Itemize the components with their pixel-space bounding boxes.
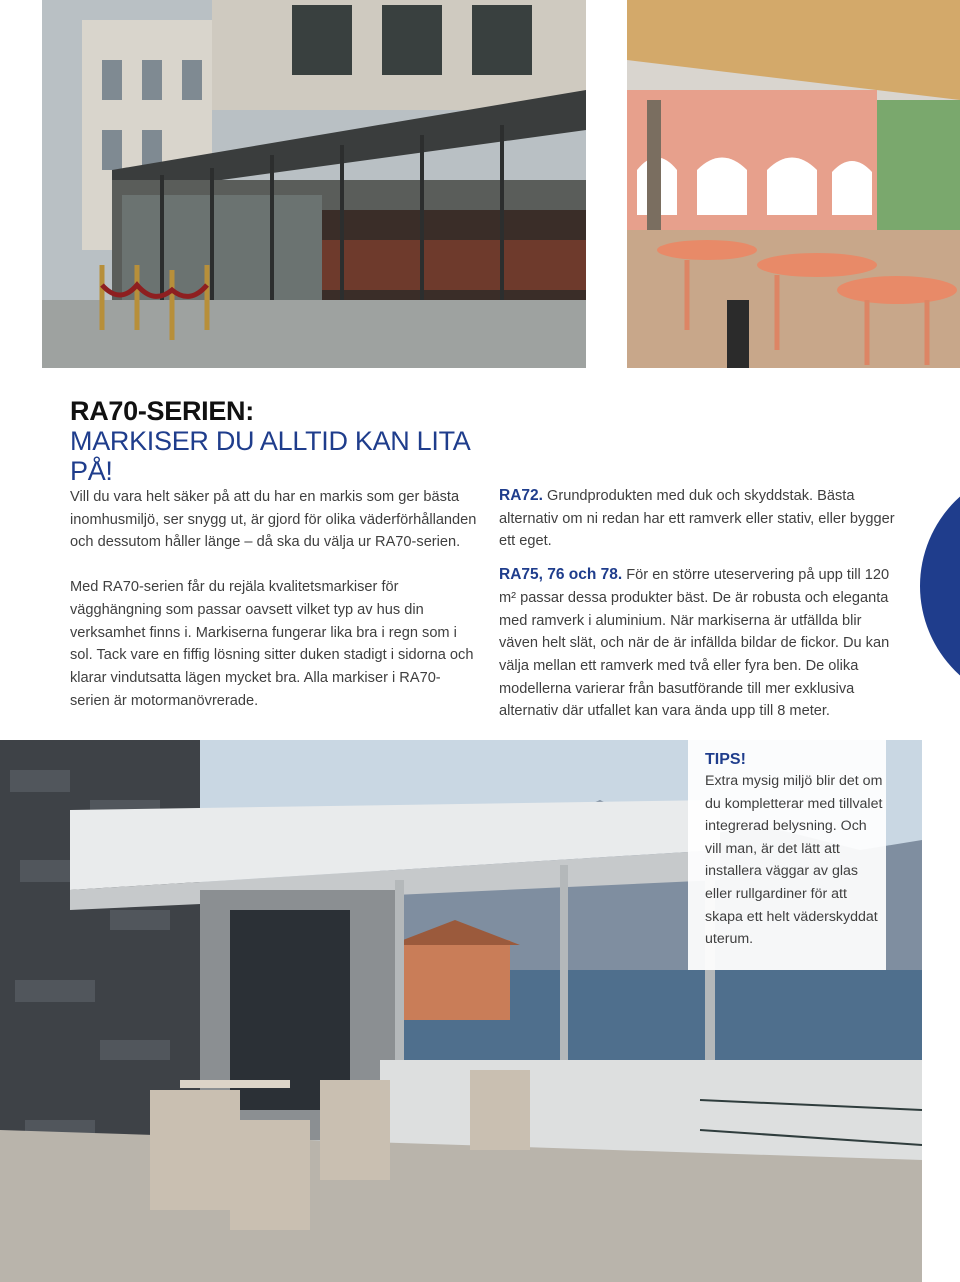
product-ra72-lead: RA72. [499, 487, 543, 504]
heading-series: RA70-SERIEN: [70, 396, 254, 426]
intro-paragraph: Vill du vara helt säker på att du har en markis som ger bästa inomhusmiljö, ser snygg ut, är gjord för olika väderförhållanden och dessutom håller länge – då ska du välja ur RA70-serien. [70, 489, 477, 551]
right-text-column [499, 485, 899, 734]
tips-box [688, 740, 886, 970]
section-heading [70, 396, 510, 486]
left-text-column [70, 486, 480, 734]
product-ra75-78-text: För en större uteservering på upp till 120 m² passar dessa produkter bäst. De är robusta och eleganta med ramverk i aluminium. När markiserna är utfällda blir väven helt slät, och när de är infällda bildar de fickor. Du kan välja mellan ett ramverk med två eller fyra ben. De olika modellerna varierar från basutförande till mer exklusiva alternativ där utfallet kan vara ända upp till 8 meter. [499, 567, 890, 720]
tips-body: Extra mysig miljö blir det om du kompletterar med tillvalet integrerad belysning. Och vill man, är det lätt att installera väggar av glas eller rullgardiner för att skapa ett helt väderskyddat uterum. [705, 773, 883, 948]
blue-side-tab [920, 466, 960, 706]
heading-tagline: MARKISER DU ALLTID KAN LITA PÅ! [70, 426, 470, 486]
product-ra75-78-lead: RA75, 76 och 78. [499, 566, 623, 584]
product-ra75-78 [499, 564, 899, 723]
details-paragraph: Med RA70-serien får du rejäla kvalitetsmarkiser för vägghängning som passar oavsett vilket typ av hus din verksamhet finns i. Markiserna fungerar lika bra i regn som i sol. Tack vare en fiffig lösning sitter duken stadigt i sidorna och klarar vindutsatta lägen mycket bra. Alla markiser i RA70-serien är motormanövrerade. [70, 579, 474, 709]
tips-title: TIPS! [705, 751, 746, 768]
product-ra72-text: Grundprodukten med duk och skyddstak. Bästa alternativ om ni redan har ett ramverk eller stativ, eller bygger ett eget. [499, 488, 895, 550]
product-ra72 [499, 485, 899, 553]
photo-glass-enclosure [42, 0, 586, 368]
photo-terrace-cafe [627, 0, 960, 368]
